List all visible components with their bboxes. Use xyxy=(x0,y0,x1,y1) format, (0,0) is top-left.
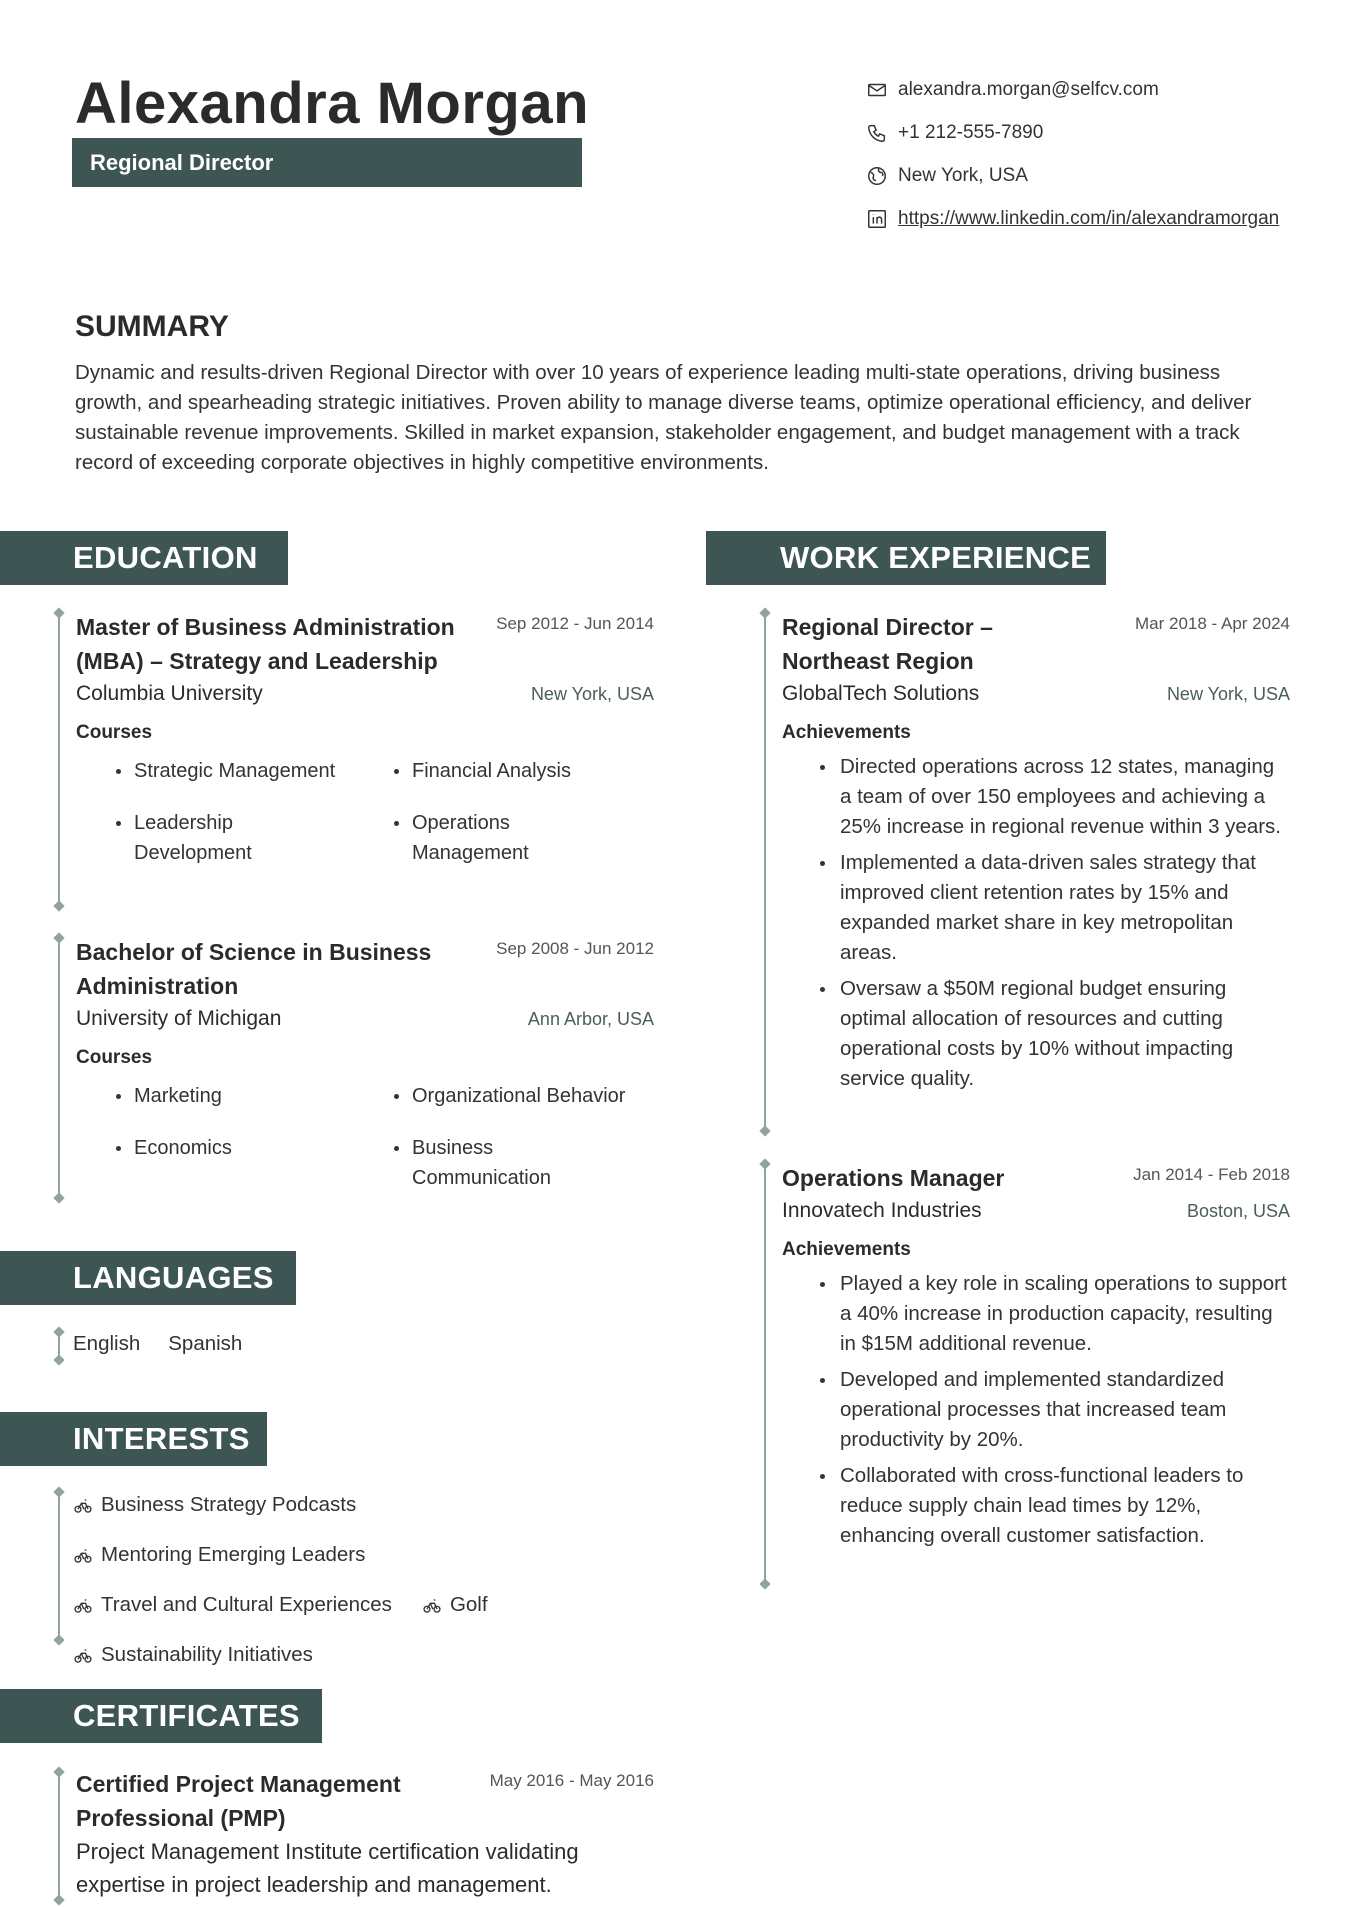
degree-title: Master of Business Administration (MBA) – Strategy and Leadership xyxy=(76,614,455,674)
timeline-line xyxy=(764,612,766,1132)
location-text: New York, USA xyxy=(898,165,1028,186)
job-location: Boston, USA xyxy=(1186,1201,1290,1221)
bicycle-icon xyxy=(73,1595,93,1615)
contact-phone xyxy=(866,121,1296,145)
course-item: Organizational Behavior xyxy=(394,1081,654,1111)
bicycle-icon xyxy=(73,1545,93,1565)
interest-item xyxy=(73,1492,356,1518)
interests-banner xyxy=(0,1412,267,1466)
job-title: Regional Director xyxy=(90,150,274,175)
timeline-line xyxy=(58,1491,60,1641)
timeline-line xyxy=(764,1163,766,1585)
summary-heading: SUMMARY xyxy=(75,310,229,343)
education-entry xyxy=(76,610,654,868)
school-location: Ann Arbor, USA xyxy=(527,1009,654,1029)
bicycle-icon xyxy=(73,1645,93,1665)
job-title: Operations Manager xyxy=(782,1165,1005,1191)
globe-icon xyxy=(866,165,888,187)
certificates-banner xyxy=(0,1689,322,1743)
school-location: New York, USA xyxy=(530,684,654,704)
contact-email xyxy=(866,78,1296,102)
courses-label: Courses xyxy=(76,722,153,743)
certificate-description: Project Management Institute certification validating expertise in project leadership and management. xyxy=(76,1839,579,1897)
work-experience-heading: WORK EXPERIENCE xyxy=(780,540,1092,575)
timeline-line xyxy=(58,1331,60,1361)
certificate-name: Certified Project Management Professional (PMP) xyxy=(76,1771,401,1831)
job-dates: Jan 2014 - Feb 2018 xyxy=(1133,1165,1290,1184)
contact-linkedin xyxy=(866,207,1296,234)
interest-item xyxy=(73,1592,392,1618)
achievement-item: Played a key role in scaling operations to support a 40% increase in production capacity, resulting in $15M additional revenue. xyxy=(820,1269,1290,1359)
achievements-label: Achievements xyxy=(782,722,911,743)
language-item: Spanish xyxy=(168,1332,243,1355)
bicycle-icon xyxy=(73,1495,93,1515)
interest-label: Business Strategy Podcasts xyxy=(101,1493,357,1516)
school-name: University of Michigan xyxy=(76,1007,282,1030)
interest-label: Travel and Cultural Experiences xyxy=(101,1593,392,1616)
envelope-icon xyxy=(866,79,888,101)
course-item: Operations Management xyxy=(394,808,554,868)
achievement-item: Implemented a data-driven sales strategy that improved client retention rates by 15% and expanded market share in key metropolitan areas. xyxy=(820,848,1290,968)
job-entry xyxy=(782,1161,1290,1557)
candidate-name: Alexandra Morgan xyxy=(75,71,589,136)
interest-item xyxy=(73,1642,313,1668)
education-dates: Sep 2012 - Jun 2014 xyxy=(496,614,654,633)
language-item: English xyxy=(73,1332,141,1355)
timeline-line xyxy=(58,612,60,907)
timeline-line xyxy=(58,937,60,1199)
job-location: New York, USA xyxy=(1166,684,1290,704)
role-banner xyxy=(72,138,582,187)
course-item: Business Communication xyxy=(394,1133,564,1193)
school-name: Columbia University xyxy=(76,682,263,705)
interest-item xyxy=(73,1542,365,1568)
phone-text: +1 212-555-7890 xyxy=(898,122,1044,143)
achievements-label: Achievements xyxy=(782,1239,911,1260)
interest-label: Mentoring Emerging Leaders xyxy=(101,1543,366,1566)
timeline-line xyxy=(58,1771,60,1901)
work-experience-banner xyxy=(706,531,1106,585)
bicycle-icon xyxy=(422,1595,442,1615)
education-entry xyxy=(76,935,654,1193)
email-text: alexandra.morgan@selfcv.com xyxy=(898,79,1159,100)
job-title: Regional Director – Northeast Region xyxy=(782,614,993,674)
achievement-item: Oversaw a $50M regional budget ensuring optimal allocation of resources and cutting operational costs by 10% without impacting service quality. xyxy=(820,974,1290,1094)
achievement-item: Collaborated with cross-functional leaders to reduce supply chain lead times by 12%, enhancing overall customer satisfaction. xyxy=(820,1461,1290,1551)
certificate-entry xyxy=(76,1767,654,1901)
language-list xyxy=(73,1332,242,1356)
company-name: GlobalTech Solutions xyxy=(782,682,980,705)
job-entry xyxy=(782,610,1290,1100)
interests-heading: INTERESTS xyxy=(73,1421,250,1456)
summary-text: Dynamic and results-driven Regional Director with over 10 years of experience leading multi-state operations, driving business growth, and spearheading strategic initiatives. Proven ability to manage diverse teams, optimize operational efficiency, and deliver sustainable revenue improvements. Skilled in market expansion, stakeholder engagement, and budget management with a track record of exceeding corporate objectives in highly competitive environments. xyxy=(75,361,1252,474)
course-item: Strategic Management xyxy=(116,756,394,786)
interest-list xyxy=(73,1492,593,1668)
interest-item xyxy=(422,1592,488,1618)
contact-location xyxy=(866,164,1296,188)
course-item: Leadership Development xyxy=(116,808,286,868)
interest-label: Sustainability Initiatives xyxy=(101,1643,313,1666)
course-list xyxy=(76,1081,654,1193)
interest-label: Golf xyxy=(449,1593,488,1616)
languages-heading: LANGUAGES xyxy=(73,1260,274,1295)
course-item: Economics xyxy=(116,1133,394,1193)
achievement-list xyxy=(782,752,1290,1094)
certificate-dates: May 2016 - May 2016 xyxy=(489,1771,654,1790)
course-item: Marketing xyxy=(116,1081,394,1111)
languages-banner xyxy=(0,1251,296,1305)
course-item: Financial Analysis xyxy=(394,756,654,786)
degree-title: Bachelor of Science in Business Administration xyxy=(76,939,432,999)
education-heading: EDUCATION xyxy=(73,540,258,575)
job-dates: Mar 2018 - Apr 2024 xyxy=(1135,614,1290,633)
education-dates: Sep 2008 - Jun 2012 xyxy=(496,939,654,958)
contact-list xyxy=(866,78,1296,253)
course-list xyxy=(76,756,654,868)
linkedin-icon xyxy=(866,208,888,230)
achievement-item: Developed and implemented standardized operational processes that increased team productivity by 20%. xyxy=(820,1365,1290,1455)
company-name: Innovatech Industries xyxy=(782,1199,982,1222)
certificates-heading: CERTIFICATES xyxy=(73,1698,300,1733)
linkedin-link[interactable]: https://www.linkedin.com/in/alexandramorgan xyxy=(898,208,1280,229)
achievement-list xyxy=(782,1269,1290,1551)
achievement-item: Directed operations across 12 states, managing a team of over 150 employees and achieving a 25% increase in regional revenue within 3 years. xyxy=(820,752,1290,842)
courses-label: Courses xyxy=(76,1047,153,1068)
phone-icon xyxy=(866,122,888,144)
education-banner xyxy=(0,531,288,585)
